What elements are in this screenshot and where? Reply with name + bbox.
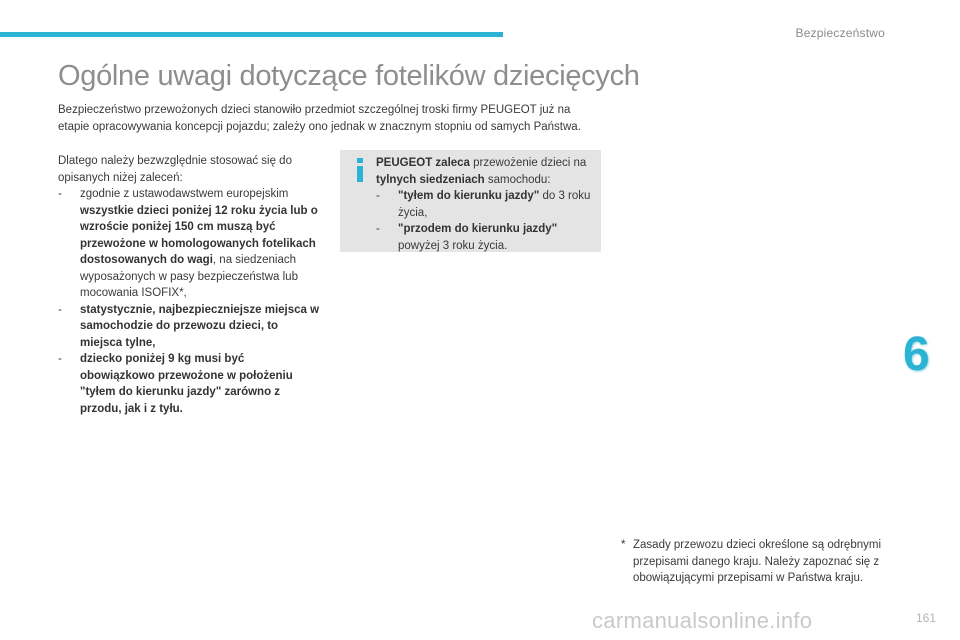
page-title: Ogólne uwagi dotyczące fotelików dziecięcych <box>58 60 640 92</box>
info-plain: przewożenie dzieci na <box>469 157 587 169</box>
info-bold: tylnych siedzeniach <box>376 173 485 186</box>
info-icon <box>352 158 368 184</box>
list-item-bold: "przodem do kierunku jazdy" <box>398 223 558 235</box>
list-item <box>58 351 320 417</box>
chapter-number: 6 <box>903 328 930 381</box>
intro-paragraph: Bezpieczeństwo przewożonych dzieci stanowiło przedmiot szczególnej troski firmy PEUGEOT już na etapie opracowywania koncepcji pojazdu; zależy ono jednak w znacznym stopniu od samych Państwa. <box>58 104 581 133</box>
list-item-bold: "tyłem do kierunku jazdy" <box>398 190 540 202</box>
recommendations-lead: Dlatego należy bezwzględnie stosować się do opisanych niżej zaleceń: <box>58 155 292 184</box>
footnote <box>621 537 891 587</box>
list-item-plain: zgodnie z ustawodawstwem europejskim <box>80 188 289 200</box>
list-item-text <box>398 188 596 221</box>
header-accent-bar <box>0 32 503 37</box>
list-item-plain: do 3 roku życia, <box>398 190 591 219</box>
watermark: carmanualsonline.info <box>592 608 813 633</box>
list-item-text <box>80 186 320 302</box>
info-box <box>340 150 601 252</box>
list-item-plain: , na siedzeniach wyposażonych w pasy bezpieczeństwa lub mocowania ISOFIX*, <box>80 254 298 299</box>
list-bullet: - <box>58 353 62 365</box>
list-item-plain: powyżej 3 roku życia. <box>398 239 508 252</box>
list-bullet: - <box>58 303 62 316</box>
list-item <box>376 188 596 221</box>
recommendations-column <box>58 153 320 417</box>
list-item-bold: statystycznie, najbezpieczniejsze miejsca w samochodzie do przewozu dzieci, to miejsca tylne, <box>80 303 320 349</box>
list-item <box>376 221 596 254</box>
list-bullet: - <box>376 190 380 202</box>
info-brand: PEUGEOT zaleca <box>376 157 470 169</box>
info-text <box>376 155 596 254</box>
list-item <box>58 186 320 302</box>
footnote-text: Zasady przewozu dzieci określone są odrębnymi przepisami danego kraju. Należy zapoznać się z obowiązującymi przepisami w Państwa kraju. <box>633 539 882 584</box>
list-bullet: - <box>58 188 62 200</box>
list-item <box>58 302 320 352</box>
info-plain: samochodu: <box>484 173 551 186</box>
info-lead <box>376 155 596 188</box>
list-item-text <box>398 221 596 254</box>
page-number: 161 <box>915 611 936 625</box>
footnote-marker: * <box>621 539 626 551</box>
list-item-bold: wszystkie dzieci poniżej 12 roku życia lub o wzroście poniżej 150 cm muszą być przewożone w homologowanych fotelikach dostosowanych do wagi <box>80 204 318 266</box>
section-title: Bezpieczeństwo <box>795 26 885 40</box>
list-item-bold: dziecko poniżej 9 kg musi być obowiązkowo przewożone w położeniu "tyłem do kierunku jazdy" zarówno z przodu, jak i z tyłu. <box>80 353 293 415</box>
list-bullet: - <box>376 223 380 235</box>
